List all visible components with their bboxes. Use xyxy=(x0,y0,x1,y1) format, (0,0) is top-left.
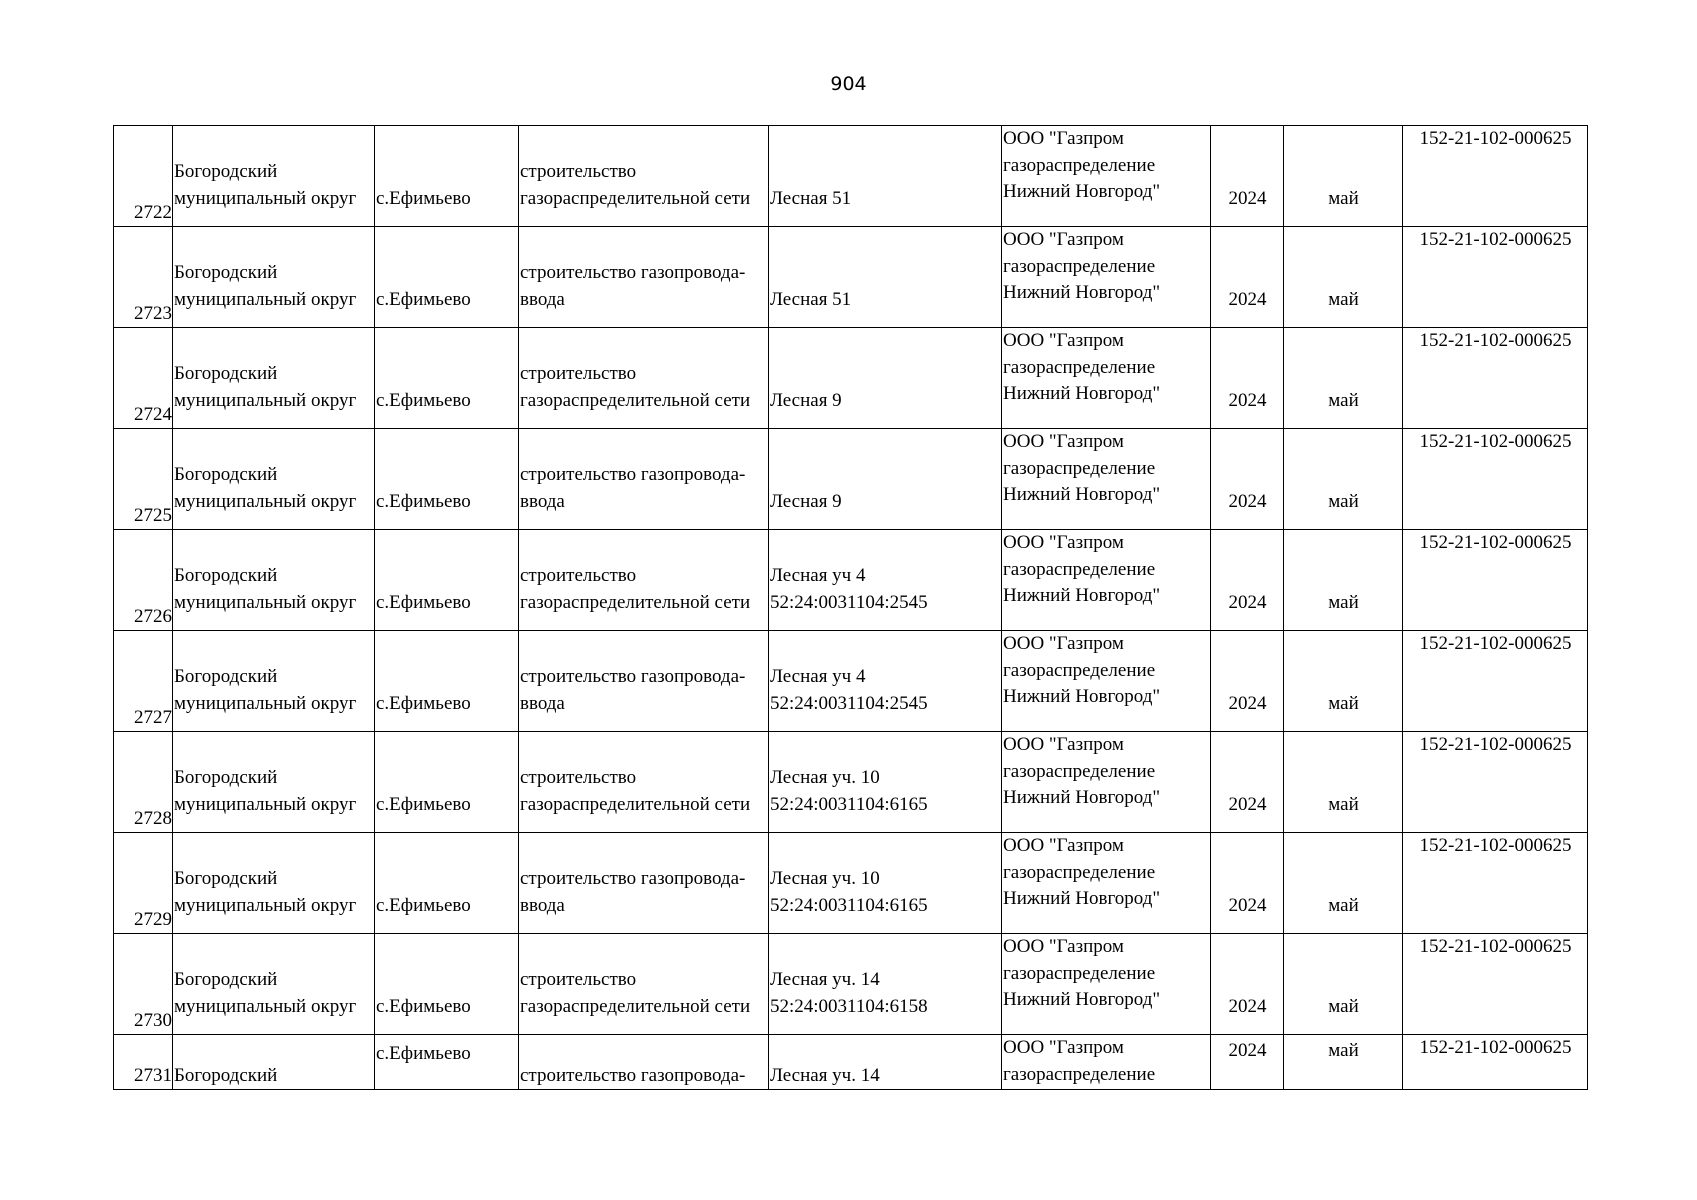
work-type-cell-text: строительство газораспределительной сети xyxy=(520,363,751,411)
district-cell-text: Богородский муниципальный округ xyxy=(174,464,357,512)
address-cell xyxy=(769,328,1002,429)
village-cell-text: с.Ефимьево xyxy=(376,187,471,209)
address-cell-text: Лесная 51 xyxy=(770,187,852,209)
organization-cell-text: ООО "Газпром газораспределение Нижний Новгород" xyxy=(1003,936,1161,1010)
row-number-text: 2730 xyxy=(134,1009,172,1031)
address-cell-text: Лесная уч. 10 52:24:0031104:6165 xyxy=(770,868,928,916)
organization-cell xyxy=(1002,833,1211,934)
year-cell xyxy=(1211,631,1284,732)
address-cell xyxy=(769,126,1002,227)
row-number xyxy=(114,631,173,732)
month-cell xyxy=(1284,833,1403,934)
district-cell-text: Богородский муниципальный округ xyxy=(174,767,357,815)
organization-cell xyxy=(1002,429,1211,530)
work-type-cell xyxy=(519,429,769,530)
organization-cell-text: ООО "Газпром газораспределение Нижний Новгород" xyxy=(1003,229,1161,303)
year-cell-text: 2024 xyxy=(1228,692,1267,714)
address-cell xyxy=(769,631,1002,732)
registry-code-cell-text: 152-21-102-000625 xyxy=(1419,734,1572,755)
registry-code-cell xyxy=(1403,631,1588,732)
organization-cell-text: ООО "Газпром газораспределение Нижний Новгород" xyxy=(1003,431,1161,505)
address-cell xyxy=(769,429,1002,530)
year-cell-text: 2024 xyxy=(1228,1040,1267,1061)
address-cell-text: Лесная 9 xyxy=(770,490,842,512)
table-row xyxy=(114,530,1588,631)
work-type-cell-text: строительство газопровода-ввода xyxy=(520,262,746,310)
district-cell xyxy=(173,833,375,934)
month-cell-text: май xyxy=(1328,894,1359,916)
row-number xyxy=(114,1035,173,1090)
work-type-cell xyxy=(519,732,769,833)
month-cell xyxy=(1284,732,1403,833)
month-cell xyxy=(1284,227,1403,328)
organization-cell xyxy=(1002,227,1211,328)
organization-cell xyxy=(1002,732,1211,833)
village-cell xyxy=(375,833,519,934)
year-cell xyxy=(1211,1035,1284,1090)
district-cell-text: Богородский муниципальный округ xyxy=(174,565,357,613)
district-cell-text: Богородский муниципальный округ xyxy=(174,666,357,714)
address-cell-text: Лесная уч 4 52:24:0031104:2545 xyxy=(770,565,928,613)
month-cell xyxy=(1284,934,1403,1035)
row-number-text: 2728 xyxy=(134,807,172,829)
registry-code-cell-text: 152-21-102-000625 xyxy=(1419,128,1572,149)
year-cell-text: 2024 xyxy=(1228,591,1267,613)
year-cell-text: 2024 xyxy=(1228,389,1267,411)
month-cell xyxy=(1284,631,1403,732)
table-row xyxy=(114,429,1588,530)
district-cell-text: Богородский муниципальный округ xyxy=(174,868,357,916)
month-cell xyxy=(1284,126,1403,227)
year-cell xyxy=(1211,429,1284,530)
year-cell xyxy=(1211,732,1284,833)
month-cell-text: май xyxy=(1328,995,1359,1017)
village-cell-text: с.Ефимьево xyxy=(376,1043,471,1064)
organization-cell xyxy=(1002,1035,1211,1090)
year-cell-text: 2024 xyxy=(1228,894,1267,916)
registry-code-cell xyxy=(1403,1035,1588,1090)
village-cell-text: с.Ефимьево xyxy=(376,490,471,512)
address-cell xyxy=(769,934,1002,1035)
village-cell-text: с.Ефимьево xyxy=(376,288,471,310)
organization-cell-text: ООО "Газпром газораспределение Нижний Новгород" xyxy=(1003,330,1161,404)
village-cell-text: с.Ефимьево xyxy=(376,793,471,815)
village-cell xyxy=(375,429,519,530)
work-type-cell xyxy=(519,833,769,934)
district-cell-text: Богородский муниципальный округ xyxy=(174,262,357,310)
village-cell xyxy=(375,732,519,833)
address-cell-text: Лесная уч. 14 52:24:0031104:6158 xyxy=(770,969,928,1017)
address-cell xyxy=(769,530,1002,631)
address-cell-text: Лесная уч. 14 xyxy=(770,1064,880,1086)
address-cell-text: Лесная уч 4 52:24:0031104:2545 xyxy=(770,666,928,714)
district-cell xyxy=(173,934,375,1035)
address-cell xyxy=(769,732,1002,833)
district-cell-text: Богородский муниципальный округ xyxy=(174,363,357,411)
month-cell-text: май xyxy=(1328,591,1359,613)
village-cell xyxy=(375,126,519,227)
year-cell-text: 2024 xyxy=(1228,793,1267,815)
page-number: 904 xyxy=(830,73,867,95)
month-cell xyxy=(1284,530,1403,631)
work-type-cell-text: строительство газораспределительной сети xyxy=(520,969,751,1017)
table-row xyxy=(114,328,1588,429)
village-cell-text: с.Ефимьево xyxy=(376,591,471,613)
row-number-text: 2723 xyxy=(134,302,172,324)
district-cell-text: Богородский xyxy=(174,1064,278,1086)
address-cell-text: Лесная 51 xyxy=(770,288,852,310)
address-cell-text: Лесная 9 xyxy=(770,389,842,411)
month-cell-text: май xyxy=(1328,187,1359,209)
year-cell-text: 2024 xyxy=(1228,187,1267,209)
month-cell-text: май xyxy=(1328,692,1359,714)
registry-code-cell xyxy=(1403,328,1588,429)
district-cell-text: Богородский муниципальный округ xyxy=(174,161,357,209)
organization-cell xyxy=(1002,328,1211,429)
organization-cell xyxy=(1002,934,1211,1035)
work-type-cell-text: строительство газопровода-ввода xyxy=(520,868,746,916)
registry-code-cell-text: 152-21-102-000625 xyxy=(1419,835,1572,856)
row-number-text: 2727 xyxy=(134,706,172,728)
registry-code-cell-text: 152-21-102-000625 xyxy=(1419,1037,1572,1058)
year-cell xyxy=(1211,833,1284,934)
row-number xyxy=(114,530,173,631)
district-cell xyxy=(173,1035,375,1090)
row-number-text: 2725 xyxy=(134,504,172,526)
row-number xyxy=(114,934,173,1035)
registry-code-cell-text: 152-21-102-000625 xyxy=(1419,532,1572,553)
month-cell xyxy=(1284,1035,1403,1090)
district-cell xyxy=(173,732,375,833)
year-cell-text: 2024 xyxy=(1228,995,1267,1017)
year-cell xyxy=(1211,328,1284,429)
district-cell xyxy=(173,126,375,227)
work-type-cell-text: строительство газораспределительной сети xyxy=(520,565,751,613)
work-type-cell xyxy=(519,631,769,732)
year-cell-text: 2024 xyxy=(1228,490,1267,512)
registry-code-cell xyxy=(1403,833,1588,934)
district-cell xyxy=(173,631,375,732)
table-row xyxy=(114,934,1588,1035)
registry-code-cell-text: 152-21-102-000625 xyxy=(1419,431,1572,452)
row-number xyxy=(114,429,173,530)
table-row xyxy=(114,833,1588,934)
village-cell-text: с.Ефимьево xyxy=(376,995,471,1017)
table-row xyxy=(114,227,1588,328)
row-number xyxy=(114,227,173,328)
village-cell xyxy=(375,227,519,328)
year-cell xyxy=(1211,126,1284,227)
row-number-text: 2729 xyxy=(134,908,172,930)
village-cell xyxy=(375,934,519,1035)
work-type-cell xyxy=(519,530,769,631)
registry-code-cell xyxy=(1403,934,1588,1035)
work-type-cell-text: строительство газопровода-ввода xyxy=(520,464,746,512)
organization-cell-text: ООО "Газпром газораспределение Нижний Новгород" xyxy=(1003,734,1161,808)
table-row xyxy=(114,732,1588,833)
registry-code-cell xyxy=(1403,530,1588,631)
month-cell-text: май xyxy=(1328,389,1359,411)
registry-code-cell-text: 152-21-102-000625 xyxy=(1419,330,1572,351)
month-cell-text: май xyxy=(1328,793,1359,815)
row-number-text: 2724 xyxy=(134,403,172,425)
month-cell xyxy=(1284,328,1403,429)
gas-works-table xyxy=(113,125,1588,1090)
table-row xyxy=(114,631,1588,732)
organization-cell-text: ООО "Газпром газораспределение Нижний Новгород" xyxy=(1003,532,1161,606)
year-cell xyxy=(1211,227,1284,328)
row-number-text: 2726 xyxy=(134,605,172,627)
month-cell-text: май xyxy=(1328,490,1359,512)
village-cell xyxy=(375,631,519,732)
registry-code-cell xyxy=(1403,227,1588,328)
organization-cell xyxy=(1002,126,1211,227)
work-type-cell xyxy=(519,1035,769,1090)
district-cell-text: Богородский муниципальный округ xyxy=(174,969,357,1017)
district-cell xyxy=(173,429,375,530)
village-cell xyxy=(375,328,519,429)
registry-code-cell-text: 152-21-102-000625 xyxy=(1419,633,1572,654)
organization-cell-text: ООО "Газпром газораспределение Нижний Новгород" xyxy=(1003,835,1161,909)
work-type-cell-text: строительство газопровода-ввода xyxy=(520,666,746,714)
month-cell xyxy=(1284,429,1403,530)
row-number xyxy=(114,833,173,934)
registry-code-cell xyxy=(1403,126,1588,227)
address-cell xyxy=(769,833,1002,934)
address-cell-text: Лесная уч. 10 52:24:0031104:6165 xyxy=(770,767,928,815)
village-cell-text: с.Ефимьево xyxy=(376,692,471,714)
year-cell xyxy=(1211,530,1284,631)
year-cell xyxy=(1211,934,1284,1035)
address-cell xyxy=(769,227,1002,328)
month-cell-text: май xyxy=(1328,1040,1359,1061)
row-number xyxy=(114,126,173,227)
district-cell xyxy=(173,328,375,429)
work-type-cell xyxy=(519,227,769,328)
registry-code-cell xyxy=(1403,429,1588,530)
registry-code-cell-text: 152-21-102-000625 xyxy=(1419,229,1572,250)
row-number-text: 2722 xyxy=(134,201,172,223)
village-cell-text: с.Ефимьево xyxy=(376,389,471,411)
district-cell xyxy=(173,227,375,328)
registry-code-cell-text: 152-21-102-000625 xyxy=(1419,936,1572,957)
district-cell xyxy=(173,530,375,631)
row-number-text: 2731 xyxy=(134,1064,172,1086)
work-type-cell-text: строительство газораспределительной сети xyxy=(520,161,751,209)
month-cell-text: май xyxy=(1328,288,1359,310)
row-number xyxy=(114,328,173,429)
work-type-cell xyxy=(519,126,769,227)
organization-cell xyxy=(1002,631,1211,732)
work-type-cell xyxy=(519,934,769,1035)
village-cell xyxy=(375,1035,519,1090)
village-cell xyxy=(375,530,519,631)
work-type-cell-text: строительство газораспределительной сети xyxy=(520,767,751,815)
table-row xyxy=(114,126,1588,227)
organization-cell-text: ООО "Газпром газораспределение Нижний Новгород" xyxy=(1003,128,1161,202)
village-cell-text: с.Ефимьево xyxy=(376,894,471,916)
year-cell-text: 2024 xyxy=(1228,288,1267,310)
row-number xyxy=(114,732,173,833)
organization-cell xyxy=(1002,530,1211,631)
registry-code-cell xyxy=(1403,732,1588,833)
work-type-cell-text: строительство газопровода- xyxy=(520,1064,746,1086)
address-cell xyxy=(769,1035,1002,1090)
organization-cell-text: ООО "Газпром газораспределение xyxy=(1003,1037,1156,1085)
table-row xyxy=(114,1035,1588,1090)
work-type-cell xyxy=(519,328,769,429)
organization-cell-text: ООО "Газпром газораспределение Нижний Новгород" xyxy=(1003,633,1161,707)
